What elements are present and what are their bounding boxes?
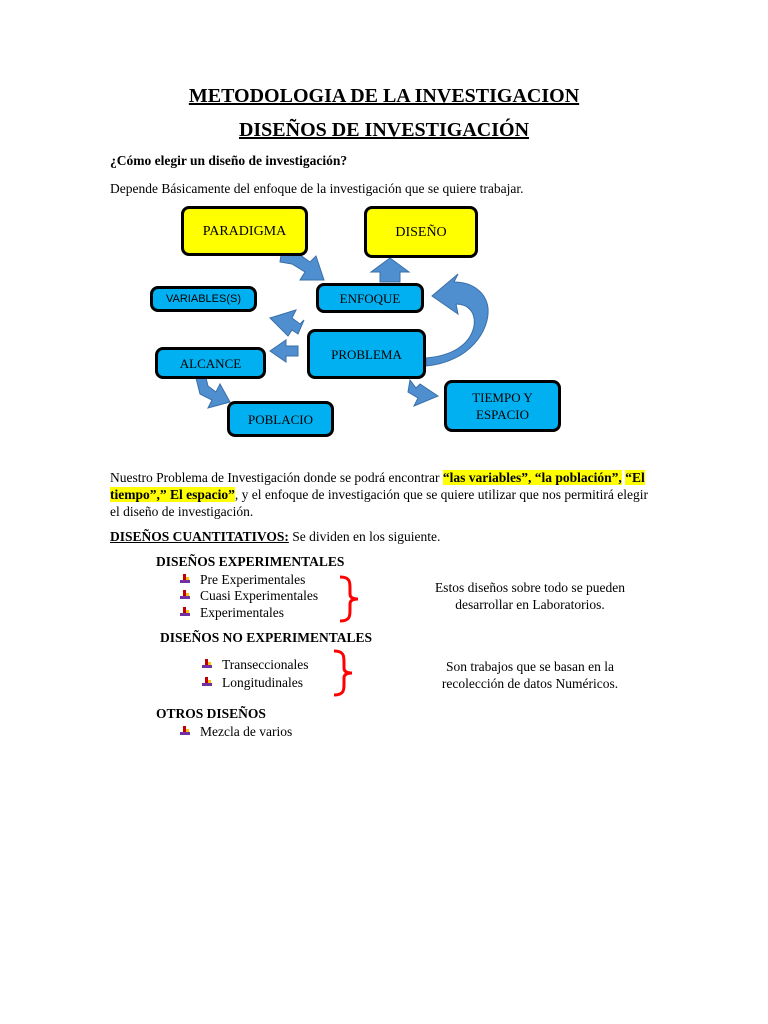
note-experimentales <box>405 579 655 613</box>
note-experimentales-line1: Estos diseños sobre todo se pueden <box>434 580 626 595</box>
brace-experimentales <box>336 574 360 624</box>
arrow-alcance-poblacio <box>196 378 230 408</box>
arrow-problema-alcance <box>270 340 298 362</box>
heading-otros: OTROS DISEÑOS <box>156 706 266 721</box>
arrow-problema-variables <box>270 310 304 336</box>
box-paradigma <box>181 206 308 256</box>
box-diseno <box>364 206 478 258</box>
box-alcance-label: ALCANCE <box>179 355 242 371</box>
box-problema-label: PROBLEMA <box>331 346 402 362</box>
note-no-experimentales-line2: recolección de datos Numéricos. <box>441 676 619 691</box>
brace-no-experimentales <box>330 648 354 698</box>
note-no-experimentales <box>405 658 655 692</box>
list-item <box>180 605 284 621</box>
box-diseno-label: DISEÑO <box>395 224 447 240</box>
paragraph-part1: Nuestro Problema de Investigación donde se podrá encontrar <box>110 470 443 485</box>
bullet-icon <box>202 659 212 670</box>
document-title: METODOLOGIA DE LA INVESTIGACION <box>188 85 580 107</box>
paragraph-problema <box>110 469 660 520</box>
box-alcance <box>155 347 266 379</box>
bullet-icon <box>180 607 190 618</box>
otros-item-1: Mezcla de varios <box>200 724 293 739</box>
section-cuantitativos <box>110 529 440 545</box>
box-enfoque-label: ENFOQUE <box>339 290 401 306</box>
bullet-icon <box>180 726 190 737</box>
box-tiempo-espacio <box>444 380 561 432</box>
experimentales-item-3: Experimentales <box>200 605 284 620</box>
cuantitativos-text: Se dividen en los siguiente. <box>288 529 441 544</box>
paragraph-part2: , y el enfoque de investigación que se quiere utilizar que nos permitirá elegir el diseño de investigación. <box>110 487 648 519</box>
cuantitativos-label: DISEÑOS CUANTITATIVOS: <box>110 529 289 544</box>
box-poblacio-label: POBLACIO <box>247 411 313 427</box>
no-experimentales-item-1: Transeccionales <box>222 657 309 672</box>
experimentales-item-1: Pre Experimentales <box>200 572 306 587</box>
box-enfoque <box>316 283 424 313</box>
note-no-experimentales-line1: Son trabajos que se basan en la <box>446 659 614 674</box>
box-paradigma-label: PARADIGMA <box>202 223 287 239</box>
arrow-curved <box>426 274 488 366</box>
bullet-icon <box>180 574 190 585</box>
box-tiempo-label-2: ESPACIO <box>476 407 529 422</box>
arrow-problema-tiempo <box>408 380 438 406</box>
list-item <box>180 588 318 604</box>
box-variables <box>150 286 257 312</box>
box-tiempo-label-1: TIEMPO Y <box>472 390 533 405</box>
paragraph-highlight-2: “El tiempo”,” El espacio” <box>110 470 645 502</box>
heading-experimentales: DISEÑOS EXPERIMENTALES <box>156 554 345 569</box>
intro-text: Depende Básicamente del enfoque de la investigación que se quiere trabajar. <box>110 181 524 196</box>
list-item <box>202 657 308 673</box>
box-variables-label: VARIABLES(S) <box>166 292 241 305</box>
bullet-icon <box>202 677 212 688</box>
box-problema <box>307 329 426 379</box>
paragraph-highlight-1: “las variables”, “la población”, <box>442 470 622 485</box>
document-subtitle: DISEÑOS DE INVESTIGACIÓN <box>238 119 530 141</box>
list-item <box>180 572 305 588</box>
note-experimentales-line2: desarrollar en Laboratorios. <box>455 597 605 612</box>
heading-no-experimentales: DISEÑOS NO EXPERIMENTALES <box>160 630 373 645</box>
question-text: ¿Cómo elegir un diseño de investigación? <box>110 153 348 168</box>
list-item <box>180 724 292 740</box>
arrow-enfoque-diseno <box>371 258 409 282</box>
no-experimentales-item-2: Longitudinales <box>222 675 303 690</box>
list-item <box>202 675 303 691</box>
box-poblacio <box>227 401 334 437</box>
bullet-icon <box>180 590 190 601</box>
experimentales-item-2: Cuasi Experimentales <box>200 588 319 603</box>
